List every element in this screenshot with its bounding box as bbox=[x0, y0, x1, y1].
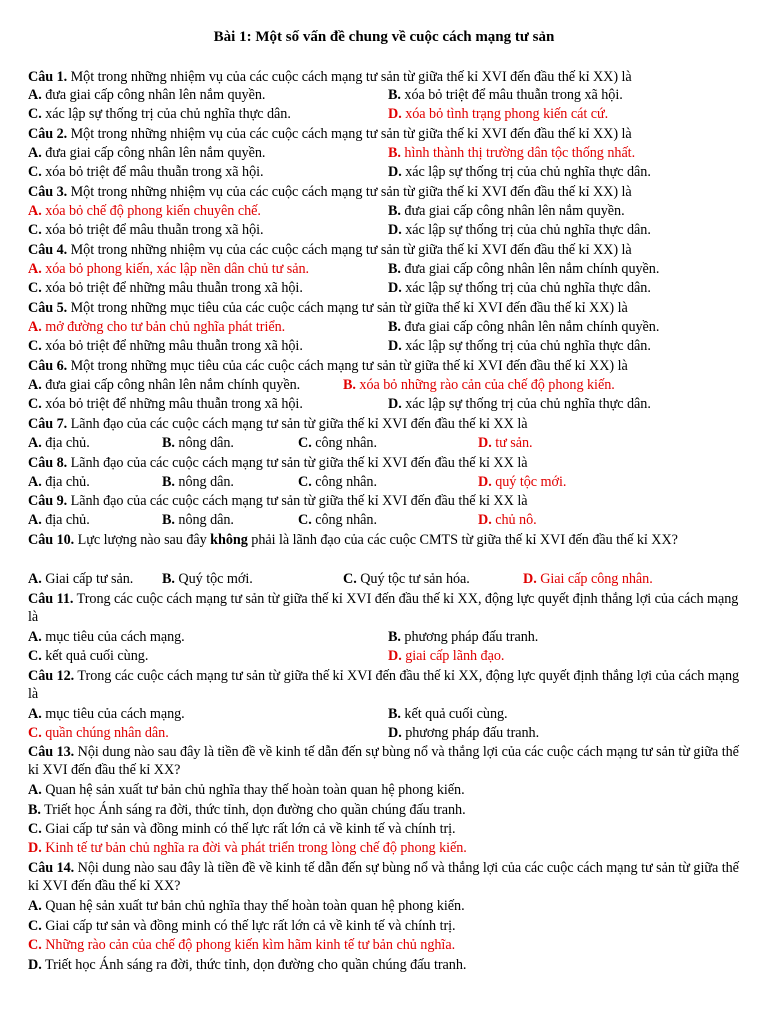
option-key: B. bbox=[388, 629, 401, 645]
option-text: Triết học Ánh sáng ra đời, thức tỉnh, dọn đường cho quần chúng đấu tranh. bbox=[44, 802, 466, 818]
option-text: mở đường cho tư bản chủ nghĩa phát triển. bbox=[45, 319, 286, 335]
option-a bbox=[28, 86, 265, 104]
option-key: C. bbox=[28, 648, 42, 664]
option-text: chủ nô. bbox=[495, 512, 537, 528]
question-text: Lãnh đạo của các cuộc cách mạng tư sản từ giữa thế kỉ XVI đến đầu thế kỉ XX là bbox=[67, 455, 528, 471]
option-text: xác lập sự thống trị của chủ nghĩa thực dân. bbox=[45, 106, 291, 122]
option-c bbox=[28, 163, 264, 181]
option-key: B. bbox=[388, 145, 401, 161]
option-key: A. bbox=[28, 435, 42, 451]
option-text: xóa bỏ triệt để mâu thuẫn trong xã hội. bbox=[45, 164, 264, 180]
option-b bbox=[388, 202, 625, 220]
option-key: D. bbox=[523, 571, 537, 587]
option-key: A. bbox=[28, 629, 42, 645]
question-text: Lãnh đạo của các cuộc cách mạng tư sản từ giữa thế kỉ XVI đến đầu thế kỉ XX là bbox=[67, 416, 528, 432]
option-text: công nhân. bbox=[315, 435, 377, 451]
question-text: Một trong những nhiệm vụ của các cuộc cách mạng tư sản từ giữa thế kỉ XVI đến đầu thế kỉ XX) là bbox=[67, 242, 632, 258]
option-text: công nhân. bbox=[315, 474, 377, 490]
option-key: C. bbox=[28, 106, 42, 122]
option-text: mục tiêu của cách mạng. bbox=[45, 706, 185, 722]
option-key: B. bbox=[388, 203, 401, 219]
option-text: mục tiêu của cách mạng. bbox=[45, 629, 185, 645]
option-key: B. bbox=[388, 319, 401, 335]
option-c bbox=[298, 434, 377, 452]
option-b-correct bbox=[388, 144, 635, 162]
option-text: Những rào cản của chế độ phong kiến kìm hãm kinh tế tư bản chủ nghĩa. bbox=[45, 937, 456, 953]
question-9 bbox=[28, 492, 527, 510]
question-14 bbox=[28, 859, 742, 895]
option-key: C. bbox=[28, 918, 42, 934]
option-a-correct bbox=[28, 318, 285, 336]
question-12 bbox=[28, 667, 742, 703]
question-5 bbox=[28, 299, 628, 317]
option-key: A. bbox=[28, 87, 42, 103]
option-text: xóa bỏ chế độ phong kiến chuyên chế. bbox=[45, 203, 261, 219]
option-text: Quý tộc mới. bbox=[178, 571, 253, 587]
option-key: D. bbox=[388, 280, 402, 296]
option-key: D. bbox=[388, 725, 402, 741]
option-d-correct bbox=[478, 511, 537, 529]
option-key: B. bbox=[162, 474, 175, 490]
option-text: kết quả cuối cùng. bbox=[404, 706, 508, 722]
option-text: Quan hệ sản xuất tư bản chủ nghĩa thay thế hoàn toàn quan hệ phong kiến. bbox=[45, 898, 465, 914]
option-key: C. bbox=[28, 164, 42, 180]
question-text: phải là lãnh đạo của các cuộc CMTS từ giữa thế kỉ XVI đến đầu thế kỉ XX? bbox=[247, 532, 678, 548]
question-4 bbox=[28, 241, 632, 259]
option-d bbox=[388, 337, 651, 355]
option-b bbox=[388, 260, 659, 278]
option-key: A. bbox=[28, 319, 42, 335]
question-13 bbox=[28, 743, 742, 779]
question-label: Câu 2. bbox=[28, 126, 68, 142]
option-key: B. bbox=[388, 706, 401, 722]
option-text: đưa giai cấp công nhân lên nắm quyền. bbox=[45, 145, 266, 161]
option-c bbox=[28, 337, 303, 355]
option-key: A. bbox=[28, 512, 42, 528]
option-text: nông dân. bbox=[178, 474, 234, 490]
option-key: B. bbox=[388, 261, 401, 277]
option-a-correct bbox=[28, 260, 309, 278]
option-text: địa chủ. bbox=[45, 512, 90, 528]
option-key: D. bbox=[388, 164, 402, 180]
option-key: D. bbox=[388, 222, 402, 238]
option-key: A. bbox=[28, 706, 42, 722]
option-text: đưa giai cấp công nhân lên nắm quyền. bbox=[404, 203, 625, 219]
option-text: địa chủ. bbox=[45, 474, 90, 490]
option-a bbox=[28, 473, 90, 491]
option-text: Giai cấp tư sản. bbox=[45, 571, 134, 587]
question-7 bbox=[28, 415, 527, 433]
option-key: A. bbox=[28, 782, 42, 798]
option-key: A. bbox=[28, 898, 42, 914]
option-a bbox=[28, 434, 90, 452]
question-text-emphasis: không bbox=[210, 532, 248, 548]
option-d bbox=[388, 395, 651, 413]
page-title: Bài 1: Một số vấn đề chung về cuộc cách mạng tư sản bbox=[213, 29, 555, 45]
option-d bbox=[388, 279, 651, 297]
option-text: hình thành thị trường dân tộc thống nhất. bbox=[404, 145, 636, 161]
option-c bbox=[28, 647, 148, 665]
option-c bbox=[28, 917, 456, 935]
option-b bbox=[388, 705, 508, 723]
option-key: C. bbox=[298, 474, 312, 490]
option-key: C. bbox=[28, 937, 42, 953]
option-text: đưa giai cấp công nhân lên nắm chính quyền. bbox=[45, 377, 301, 393]
question-label: Câu 14. bbox=[28, 860, 75, 876]
option-b bbox=[162, 511, 234, 529]
option-d bbox=[388, 724, 539, 742]
option-c bbox=[28, 221, 264, 239]
question-text: Lãnh đạo của các cuộc cách mạng tư sản từ giữa thế kỉ XVI đến đầu thế kỉ XX là bbox=[67, 493, 528, 509]
option-text: phương pháp đấu tranh. bbox=[405, 725, 540, 741]
option-text: xóa bỏ triệt để những mâu thuẫn trong xã hội. bbox=[45, 338, 303, 354]
option-key: A. bbox=[28, 377, 42, 393]
option-text: Quan hệ sản xuất tư bản chủ nghĩa thay thế hoàn toàn quan hệ phong kiến. bbox=[45, 782, 465, 798]
option-text: nông dân. bbox=[178, 512, 234, 528]
option-text: giai cấp lãnh đạo. bbox=[405, 648, 505, 664]
question-text: Một trong những nhiệm vụ của các cuộc cách mạng tư sản từ giữa thế kỉ XVI đến đầu thế kỉ XX) là bbox=[67, 126, 632, 142]
option-text: quần chúng nhân dân. bbox=[45, 725, 169, 741]
question-text: Trong các cuộc cách mạng tư sản từ giữa thế kỉ XVI đến đầu thế kỉ XX, động lực quyết định thắng lợi của cách mạng là bbox=[28, 591, 739, 625]
option-text: phương pháp đấu tranh. bbox=[404, 629, 539, 645]
option-key: A. bbox=[28, 203, 42, 219]
option-text: đưa giai cấp công nhân lên nắm chính quyền. bbox=[404, 261, 660, 277]
option-key: D. bbox=[28, 840, 42, 856]
option-key: D. bbox=[478, 512, 492, 528]
option-text: Quý tộc tư sản hóa. bbox=[360, 571, 470, 587]
option-c-correct bbox=[28, 724, 169, 742]
option-c bbox=[28, 279, 303, 297]
question-11 bbox=[28, 590, 742, 626]
option-b bbox=[28, 801, 466, 819]
option-key: B. bbox=[388, 87, 401, 103]
question-6 bbox=[28, 357, 628, 375]
option-text: nông dân. bbox=[178, 435, 234, 451]
question-text: Trong các cuộc cách mạng tư sản từ giữa thế kỉ XVI đến đầu thế kỉ XX, động lực quyết định thắng lợi của cách mạng là bbox=[28, 668, 740, 702]
option-key: A. bbox=[28, 571, 42, 587]
option-key: B. bbox=[162, 571, 175, 587]
option-text: địa chủ. bbox=[45, 435, 90, 451]
option-key: D. bbox=[478, 435, 492, 451]
option-text: xóa bỏ phong kiến, xác lập nền dân chủ tư sản. bbox=[45, 261, 310, 277]
question-label: Câu 10. bbox=[28, 532, 75, 548]
question-label: Câu 1. bbox=[28, 69, 68, 85]
option-text: xác lập sự thống trị của chủ nghĩa thực dân. bbox=[405, 338, 651, 354]
option-d-correct bbox=[388, 647, 504, 665]
option-d-correct bbox=[478, 473, 566, 491]
option-c bbox=[298, 511, 377, 529]
option-b bbox=[388, 318, 659, 336]
option-key: C. bbox=[28, 821, 42, 837]
question-text: Một trong những nhiệm vụ của các cuộc cách mạng tư sản từ giữa thế kỉ XVI đến đầu thế kỉ XX) là bbox=[67, 184, 632, 200]
option-b bbox=[162, 434, 234, 452]
question-label: Câu 11. bbox=[28, 591, 74, 607]
option-key: D. bbox=[388, 338, 402, 354]
question-3 bbox=[28, 183, 632, 201]
option-text: xác lập sự thống trị của chủ nghĩa thực dân. bbox=[405, 222, 651, 238]
option-a bbox=[28, 897, 465, 915]
question-label: Câu 4. bbox=[28, 242, 68, 258]
question-text: Một trong những mục tiêu của các cuộc cách mạng tư sản từ giữa thế kỉ XVI đến đầu thế kỉ XX) là bbox=[67, 300, 628, 316]
question-text: Nội dung nào sau đây là tiền đề về kinh tế dẫn đến sự bùng nổ và thắng lợi của các cuộc cách mạng tư sản từ giữa thế kỉ XVI đến đầu thế kỉ XX? bbox=[28, 744, 739, 778]
option-a bbox=[28, 376, 300, 394]
option-key: D. bbox=[388, 396, 402, 412]
option-text: xóa bỏ tình trạng phong kiến cát cứ. bbox=[405, 106, 609, 122]
option-key: C. bbox=[28, 338, 42, 354]
option-key: D. bbox=[478, 474, 492, 490]
option-text: xác lập sự thống trị của chủ nghĩa thực dân. bbox=[405, 280, 651, 296]
option-d-correct bbox=[388, 105, 608, 123]
option-text: xóa bỏ triệt để những mâu thuẫn trong xã hội. bbox=[45, 280, 303, 296]
option-text: xóa bỏ triệt để mâu thuẫn trong xã hội. bbox=[45, 222, 264, 238]
option-a bbox=[28, 628, 185, 646]
question-label: Câu 3. bbox=[28, 184, 68, 200]
option-key: C. bbox=[28, 725, 42, 741]
option-key: C. bbox=[298, 435, 312, 451]
option-key: C. bbox=[298, 512, 312, 528]
question-2 bbox=[28, 125, 632, 143]
option-d-correct bbox=[28, 839, 467, 857]
option-text: kết quả cuối cùng. bbox=[45, 648, 149, 664]
question-text: Một trong những nhiệm vụ của các cuộc cách mạng tư sản từ giữa thế kỉ XVI đến đầu thế kỉ XX) là bbox=[67, 69, 632, 85]
question-label: Câu 8. bbox=[28, 455, 68, 471]
question-8 bbox=[28, 454, 527, 472]
option-text: xóa bỏ triệt để những mâu thuẫn trong xã hội. bbox=[45, 396, 303, 412]
option-key: B. bbox=[162, 512, 175, 528]
option-d-correct bbox=[523, 570, 653, 588]
option-text: công nhân. bbox=[315, 512, 377, 528]
option-key: B. bbox=[28, 802, 41, 818]
question-label: Câu 13. bbox=[28, 744, 75, 760]
option-text: xóa bỏ triệt để mâu thuẫn trong xã hội. bbox=[404, 87, 623, 103]
option-a bbox=[28, 705, 185, 723]
option-text: đưa giai cấp công nhân lên nắm quyền. bbox=[45, 87, 266, 103]
question-10 bbox=[28, 531, 742, 549]
option-d-correct bbox=[478, 434, 533, 452]
option-text: xác lập sự thống trị của chủ nghĩa thực dân. bbox=[405, 164, 651, 180]
option-a bbox=[28, 570, 133, 588]
option-text: đưa giai cấp công nhân lên nắm chính quyền. bbox=[404, 319, 660, 335]
option-key: B. bbox=[162, 435, 175, 451]
option-d bbox=[28, 956, 466, 974]
option-key: A. bbox=[28, 261, 42, 277]
option-text: Giai cấp tư sản và đồng minh có thế lực rất lớn cả về kinh tế và chính trị. bbox=[45, 821, 456, 837]
option-text: xóa bỏ những rào cản của chế độ phong kiến. bbox=[359, 377, 615, 393]
option-key: A. bbox=[28, 474, 42, 490]
option-key: D. bbox=[388, 106, 402, 122]
option-text: Giai cấp công nhân. bbox=[540, 571, 653, 587]
option-text: xác lập sự thống trị của chủ nghĩa thực dân. bbox=[405, 396, 651, 412]
option-b-correct bbox=[343, 376, 615, 394]
option-c bbox=[298, 473, 377, 491]
option-b bbox=[162, 570, 253, 588]
option-key: A. bbox=[28, 145, 42, 161]
option-key: B. bbox=[343, 377, 356, 393]
question-label: Câu 7. bbox=[28, 416, 68, 432]
option-key: D. bbox=[388, 648, 402, 664]
option-text: Giai cấp tư sản và đồng minh có thế lực rất lớn cả về kinh tế và chính trị. bbox=[45, 918, 456, 934]
option-c bbox=[28, 820, 456, 838]
option-c bbox=[28, 105, 291, 123]
question-label: Câu 12. bbox=[28, 668, 75, 684]
option-c bbox=[343, 570, 470, 588]
option-d bbox=[388, 221, 651, 239]
option-a bbox=[28, 511, 90, 529]
question-label: Câu 6. bbox=[28, 358, 68, 374]
question-1 bbox=[28, 68, 632, 86]
option-a bbox=[28, 781, 465, 799]
option-a bbox=[28, 144, 265, 162]
option-d bbox=[388, 163, 651, 181]
option-text: quý tộc mới. bbox=[495, 474, 567, 490]
option-text: Triết học Ánh sáng ra đời, thức tỉnh, dọn đường cho quần chúng đấu tranh. bbox=[44, 957, 467, 973]
option-c-correct bbox=[28, 936, 455, 954]
option-key: D. bbox=[28, 957, 42, 973]
question-label: Câu 5. bbox=[28, 300, 68, 316]
option-key: C. bbox=[343, 571, 357, 587]
option-b bbox=[388, 628, 538, 646]
question-label: Câu 9. bbox=[28, 493, 68, 509]
option-text: Kinh tế tư bản chủ nghĩa ra đời và phát triển trong lòng chế độ phong kiến. bbox=[45, 840, 467, 856]
option-text: tư sản. bbox=[495, 435, 533, 451]
option-key: C. bbox=[28, 396, 42, 412]
question-text: Nội dung nào sau đây là tiền đề về kinh tế dẫn đến sự bùng nổ và thắng lợi của các cuộc cách mạng tư sản từ giữa thế kỉ XVI đến đầu thế kỉ XX? bbox=[28, 860, 739, 894]
option-b bbox=[388, 86, 623, 104]
option-b bbox=[162, 473, 234, 491]
question-text: Một trong những mục tiêu của các cuộc cách mạng tư sản từ giữa thế kỉ XVI đến đầu thế kỉ XX) là bbox=[67, 358, 628, 374]
question-text: Lực lượng nào sau đây bbox=[74, 532, 211, 548]
option-key: C. bbox=[28, 222, 42, 238]
option-a-correct bbox=[28, 202, 261, 220]
option-c bbox=[28, 395, 303, 413]
option-key: C. bbox=[28, 280, 42, 296]
